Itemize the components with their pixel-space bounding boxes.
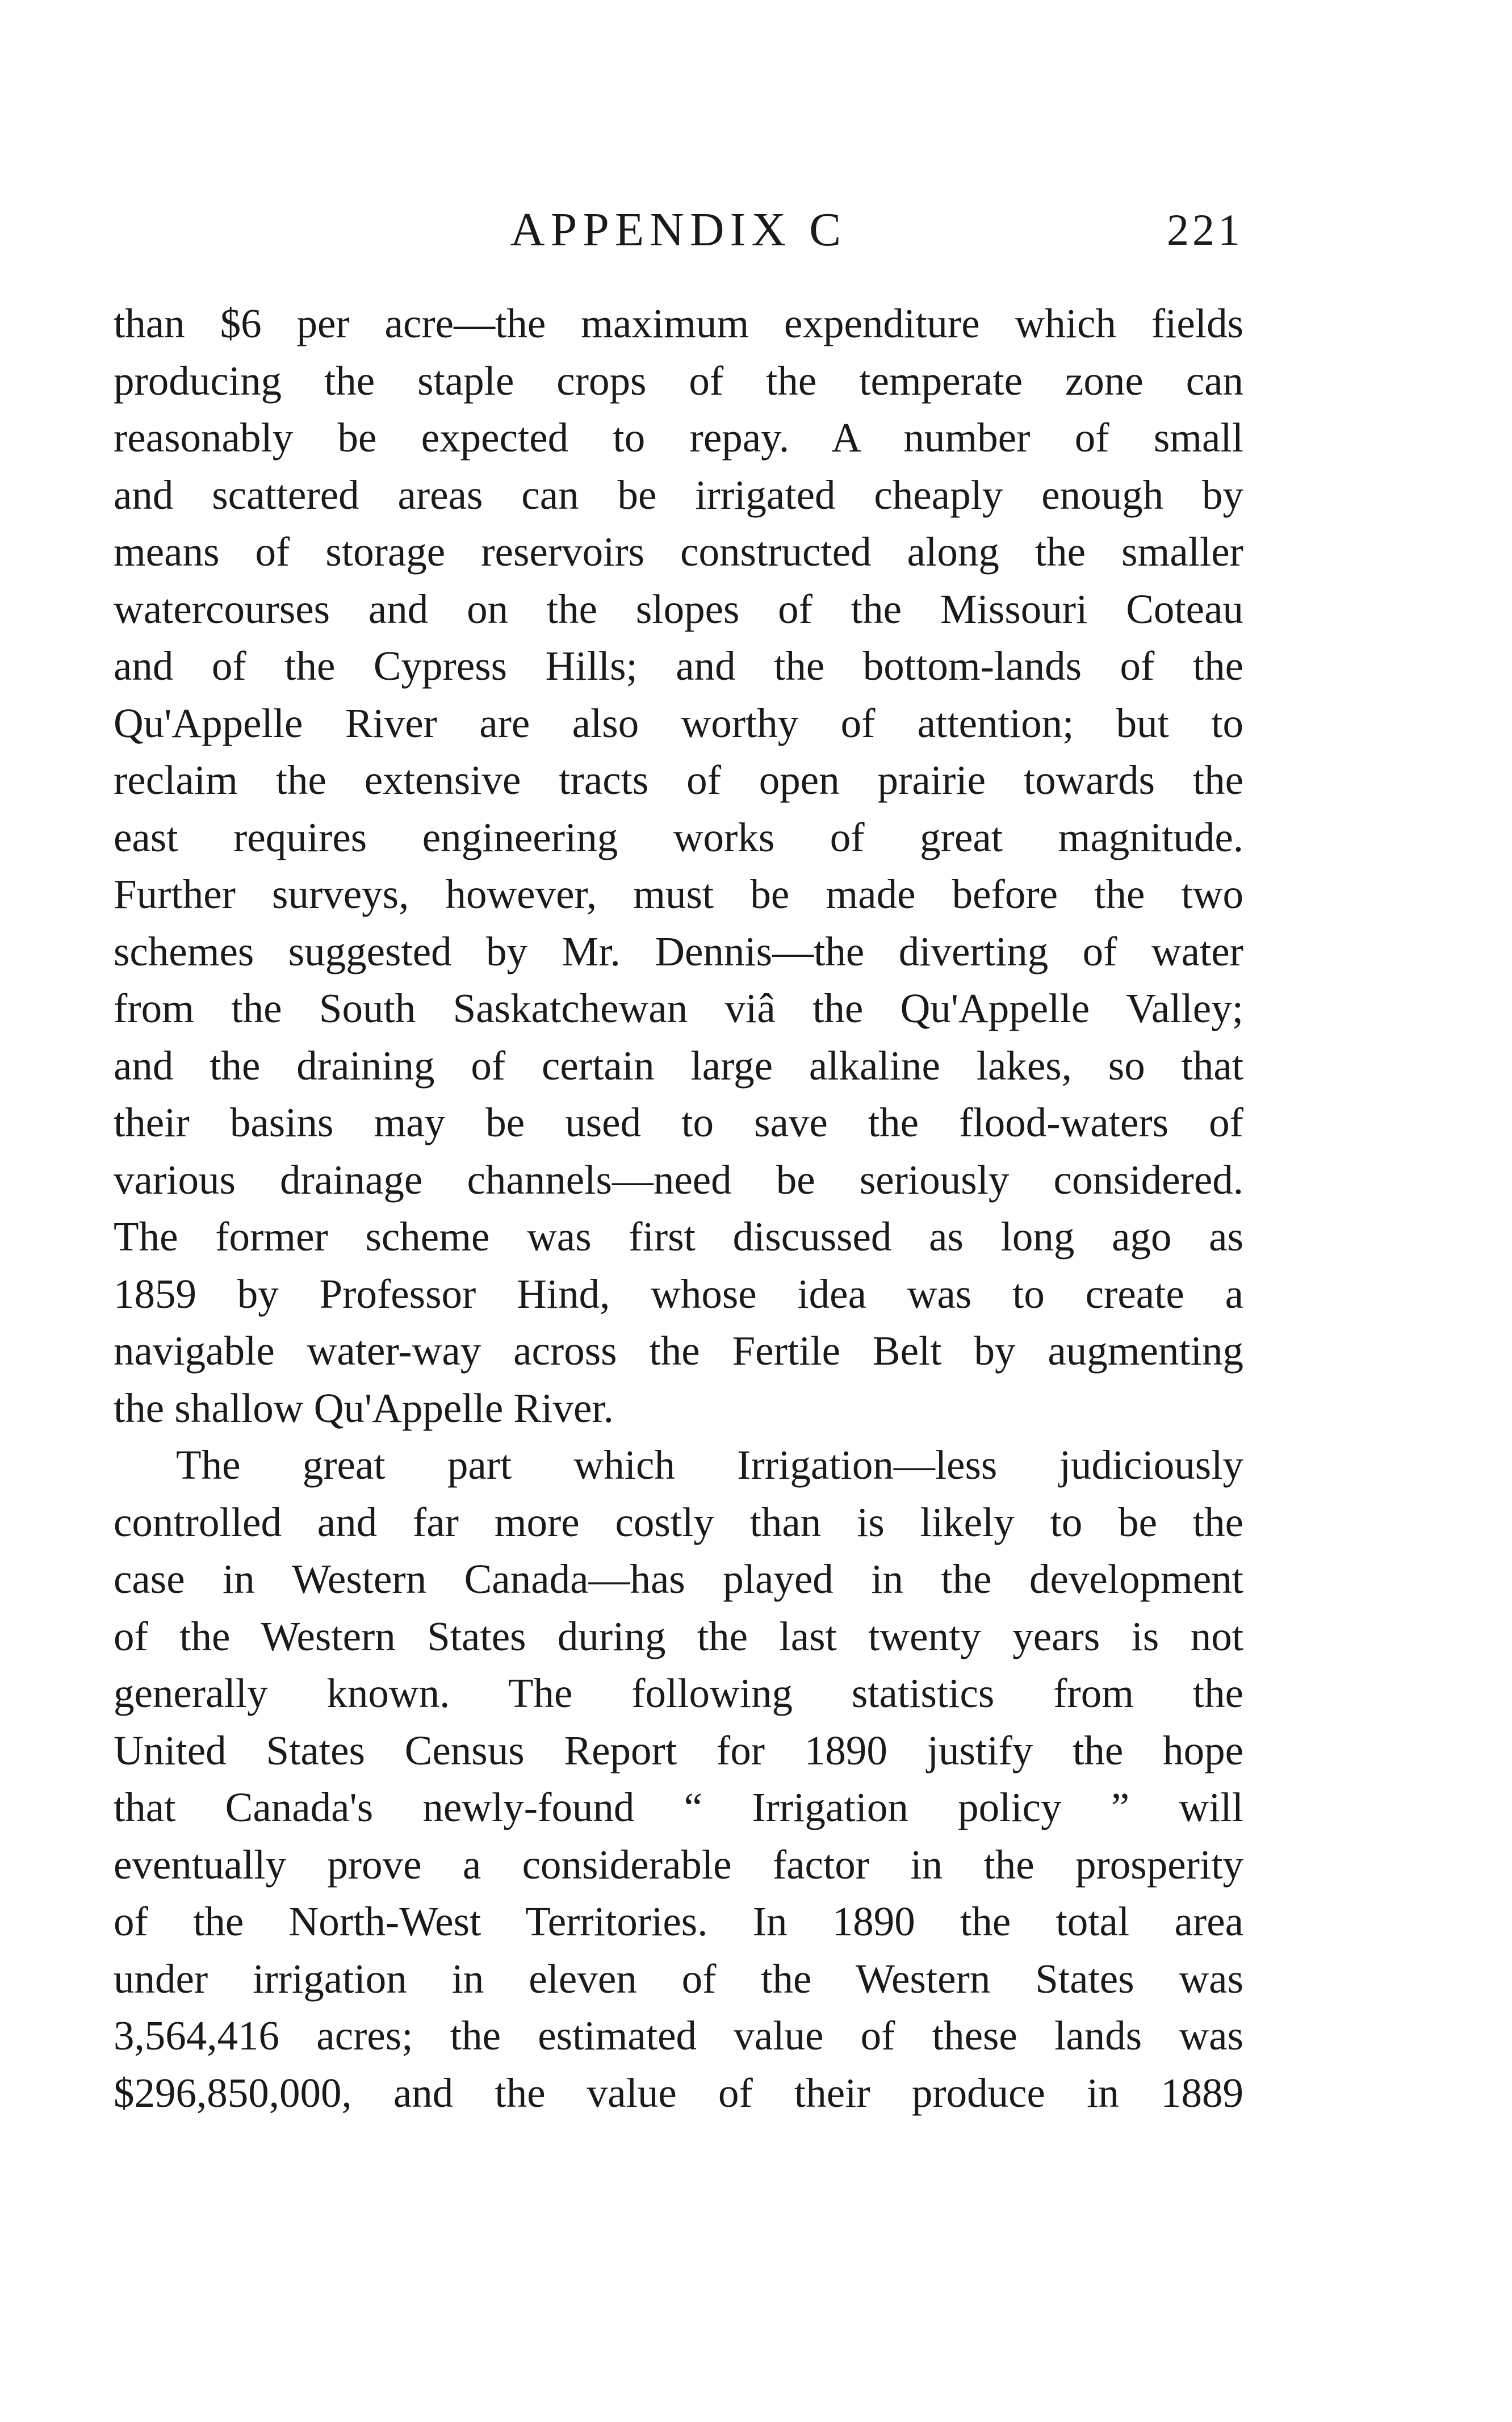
text-line: Qu'Appelle River are also worthy of attention; but to [114,700,1243,746]
body-text [114,295,1243,2122]
text-line: reasonably be expected to repay. A number of small [114,415,1243,461]
text-line: of the North-West Territories. In 1890 the total area [114,1898,1243,1944]
text-line: watercourses and on the slopes of the Missouri Coteau [114,585,1243,632]
paragraph-1 [114,295,1243,1437]
text-line: eventually prove a considerable factor in the prosperity [114,1841,1243,1888]
text-line: the shallow Qu'Appelle River. [114,1384,614,1431]
text-line: their basins may be used to save the flood-waters of [114,1099,1243,1145]
text-line: that Canada's newly-found “ Irrigation policy ” will [114,1784,1243,1830]
text-line: Further surveys, however, must be made before the two [114,871,1243,917]
text-line: reclaim the extensive tracts of open prairie towards the [114,757,1243,803]
text-line: and of the Cypress Hills; and the bottom-lands of the [114,643,1243,689]
text-line: $296,850,000, and the value of their produce in 1889 [114,2069,1243,2116]
text-line: and the draining of certain large alkaline lakes, so that [114,1042,1243,1089]
page-number: 221 [1167,205,1243,254]
text-line: means of storage reservoirs constructed along the smaller [114,529,1243,575]
text-line: than $6 per acre—the maximum expenditure which fields [114,300,1243,346]
text-line: 3,564,416 acres; the estimated value of these lands was [114,2013,1243,2059]
text-line: navigable water-way across the Fertile Belt by augmenting [114,1328,1243,1374]
text-line: The great part which Irrigation—less judiciously [176,1442,1243,1488]
page-header [114,196,1243,264]
text-line: controlled and far more costly than is likely to be the [114,1499,1243,1545]
text-line: various drainage channels—need be seriously considered. [114,1156,1243,1203]
text-line: under irrigation in eleven of the Western States was [114,1955,1243,2002]
text-line: of the Western States during the last twenty years is not [114,1613,1243,1659]
running-head: APPENDIX C [510,203,847,256]
text-line: generally known. The following statistics from the [114,1670,1243,1716]
text-line: schemes suggested by Mr. Dennis—the diverting of water [114,928,1243,974]
text-line: 1859 by Professor Hind, whose idea was to create a [114,1270,1243,1317]
paragraph-2 [114,1437,1243,2122]
text-line: case in Western Canada—has played in the development [114,1556,1243,1602]
text-line: and scattered areas can be irrigated cheaply enough by [114,471,1243,518]
text-line: from the South Saskatchewan viâ the Qu'Appelle Valley; [114,985,1243,1031]
text-line: east requires engineering works of great magnitude. [114,814,1243,860]
text-line: United States Census Report for 1890 justify the hope [114,1727,1243,1773]
text-line: producing the staple crops of the temperate zone can [114,357,1243,404]
text-line: The former scheme was first discussed as long ago as [114,1214,1243,1260]
